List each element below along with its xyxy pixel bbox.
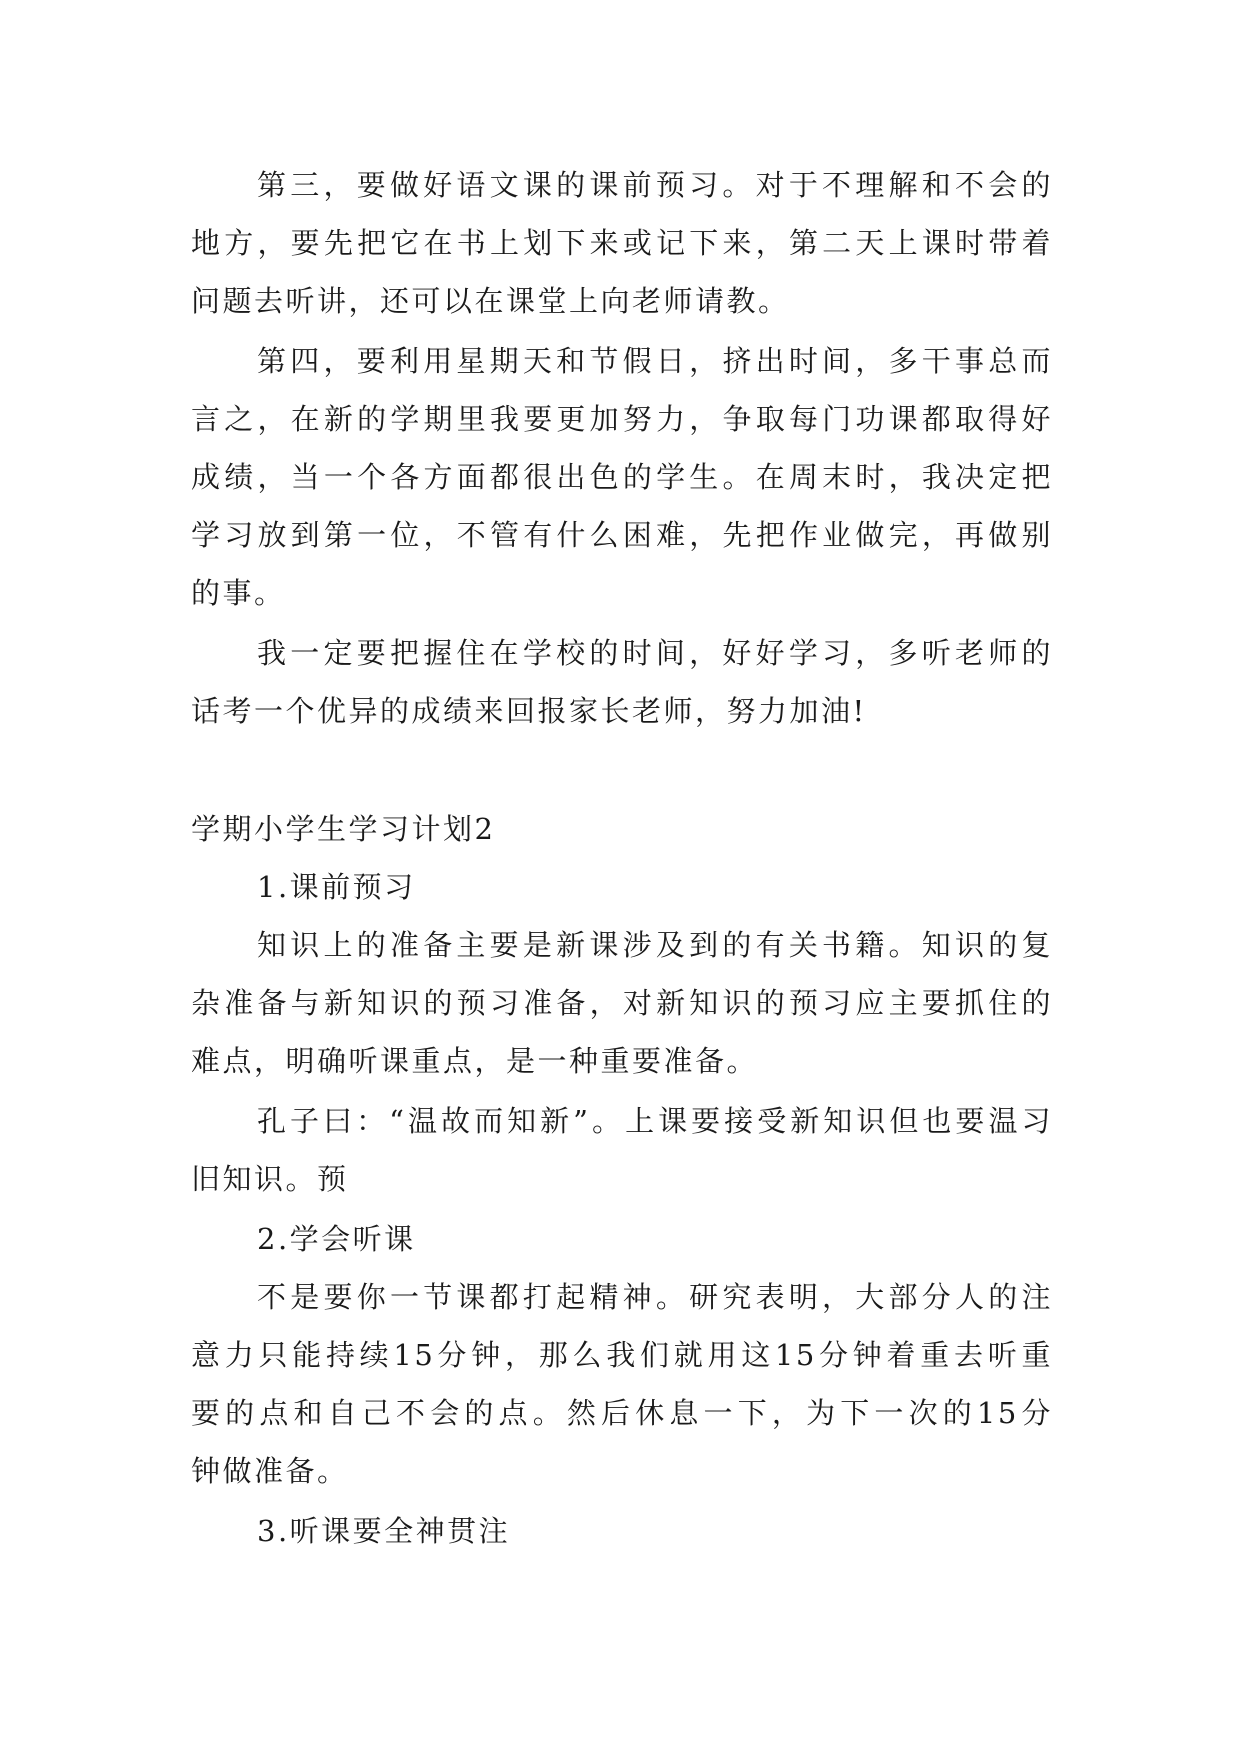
paragraph-line: 旧知识。预 (191, 1162, 349, 1196)
subsection-heading: 2.学会听课 (257, 1222, 416, 1256)
section-heading: 学期小学生学习计划2 (191, 812, 496, 846)
paragraph-line: 不是要你一节课都打起精神。研究表明，大部分人的注 (257, 1280, 1053, 1314)
paragraph-line: 成绩，当一个各方面都很出色的学生。在周末时，我决定把 (191, 460, 1053, 494)
paragraph-line: 学习放到第一位，不管有什么困难，先把作业做完，再做别 (191, 518, 1053, 552)
paragraph-line: 第四，要利用星期天和节假日，挤出时间，多干事总而 (257, 344, 1053, 378)
paragraph-line: 言之，在新的学期里我要更加努力，争取每门功课都取得好 (191, 402, 1053, 436)
paragraph-line: 知识上的准备主要是新课涉及到的有关书籍。知识的复 (257, 928, 1053, 962)
paragraph-line: 的事。 (191, 576, 286, 610)
paragraph-line: 难点，明确听课重点，是一种重要准备。 (191, 1044, 759, 1078)
paragraph-line: 第三，要做好语文课的课前预习。对于不理解和不会的 (257, 168, 1053, 202)
paragraph-line: 话考一个优异的成绩来回报家长老师，努力加油! (191, 694, 867, 728)
paragraph-line: 地方，要先把它在书上划下来或记下来，第二天上课时带着 (191, 226, 1053, 260)
paragraph-line: 要的点和自己不会的点。然后休息一下，为下一次的15分 (191, 1396, 1053, 1430)
paragraph-line: 钟做准备。 (191, 1454, 349, 1488)
paragraph-line: 我一定要把握住在学校的时间，好好学习，多听老师的 (257, 636, 1053, 670)
paragraph-line: 孔子曰：“温故而知新”。上课要接受新知识但也要温习 (257, 1104, 1053, 1138)
subsection-heading: 3.听课要全神贯注 (257, 1514, 511, 1548)
paragraph-line: 意力只能持续15分钟，那么我们就用这15分钟着重去听重 (191, 1338, 1053, 1372)
subsection-heading: 1.课前预习 (257, 870, 416, 904)
paragraph-line: 杂准备与新知识的预习准备，对新知识的预习应主要抓住的 (191, 986, 1053, 1020)
paragraph-line: 问题去听讲，还可以在课堂上向老师请教。 (191, 284, 790, 318)
